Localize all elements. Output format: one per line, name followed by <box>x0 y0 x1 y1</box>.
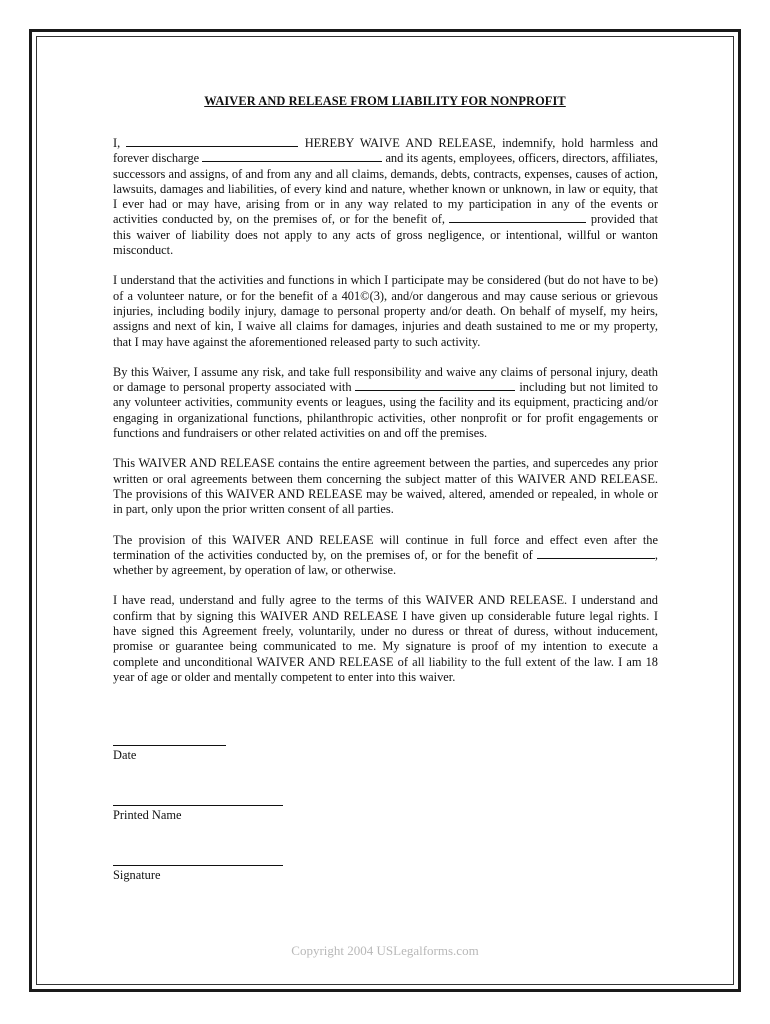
beneficiary-blank[interactable] <box>449 212 586 223</box>
paragraph-assume-risk <box>113 365 658 441</box>
p5-comma: , <box>654 547 658 562</box>
p3-text-a: By this Waiver, I assume any risk, and take full responsibility and waive any claims of personal injury, death or damage to personal property associated with <box>113 364 658 395</box>
released-party-blank[interactable] <box>202 151 382 162</box>
paragraph-understanding: I understand that the activities and functions in which I participate may be considered (but do not have to be) of a volunteer nature, or for the benefit of a 401©(3), and/or dangerous and may cause serious or grievous injuries, including bodily injury, damage to personal property and/or death. On behalf of myself, my heirs, assigns and next of kin, I waive all claims for damages, injuries and death sustained to me or my property, that I may have against the aforementioned released party to such activity. <box>113 273 658 349</box>
benefit-of-blank[interactable] <box>537 548 655 559</box>
releasor-name-blank[interactable] <box>126 136 298 147</box>
p1-text-d: provided that this waiver of liability does not apply to any acts of gross negligence, or intentional, willful or wanton misconduct. <box>113 212 658 258</box>
printed-name-line[interactable] <box>113 805 283 806</box>
p5-text-c: whether by agreement, by operation of law, or otherwise. <box>113 563 397 578</box>
paragraph-acknowledgement: I have read, understand and fully agree to the terms of this WAIVER AND RELEASE. I understand and confirm that by signing this WAIVER AND RELEASE I have given up considerable future legal rights. I have signed this Agreement freely, voluntarily, under no duress or threat of duress, without inducement, promise or guarantee being communicated to me. My signature is proof of my intention to execute a complete and unconditional WAIVER AND RELEASE of all liability to the full extent of the law. I am 18 year of age or older and mentally competent to enter into this waiver. <box>113 593 658 684</box>
associated-activity-blank[interactable] <box>355 380 515 391</box>
paragraph-release <box>113 136 658 258</box>
document-title: WAIVER AND RELEASE FROM LIABILITY FOR NONPROFIT <box>204 94 566 108</box>
signature-line[interactable] <box>113 865 283 866</box>
document-body <box>113 136 658 700</box>
paragraph-entire-agreement: This WAIVER AND RELEASE contains the entire agreement between the parties, and supercedes any prior written or oral agreements between them concerning the subject matter of this WAIVER AND RELEASE. The provisions of this WAIVER AND RELEASE may be waived, altered, amended or repealed, in whole or in part, only upon the prior written consent of all parties. <box>113 456 658 517</box>
paragraph-continuation <box>113 533 658 579</box>
signature-label: Signature <box>113 868 161 882</box>
p1-text-c: and its agents, employees, officers, directors, affiliates, successors and assigns, of and from any and all claims, demands, debts, contracts, expenses, causes of action, lawsuits, damages and liabilities, of every kind and nature, whether known or unknown, in law or equity, that I ever had or may have, arising from or in any way related to my participation in any of the events or activities conducted by, on the premises of, or for the benefit of, <box>113 151 658 227</box>
printed-name-label: Printed Name <box>113 808 182 822</box>
p3-text-b: including but not limited to any volunteer activities, community events or leagues, using the facility and its equipment, practicing and/or engaging in organizational functions, philanthropic activities, other nonprofit or for profit engagements or functions and fundraisers or other related activities on and off the premises. <box>113 380 658 441</box>
p5-text-a: The provision of this WAIVER AND RELEASE will continue in full force and effect even after the termination of the activities conducted by, on the premises of, or for the benefit of <box>113 532 658 562</box>
copyright-watermark: Copyright 2004 USLegalforms.com <box>291 943 479 958</box>
p1-text-b: HEREBY WAIVE AND RELEASE, indemnify, hold harmless and forever discharge <box>113 136 659 166</box>
date-label: Date <box>113 748 137 762</box>
p1-text-a: I, <box>113 136 121 150</box>
date-line[interactable] <box>113 745 226 746</box>
